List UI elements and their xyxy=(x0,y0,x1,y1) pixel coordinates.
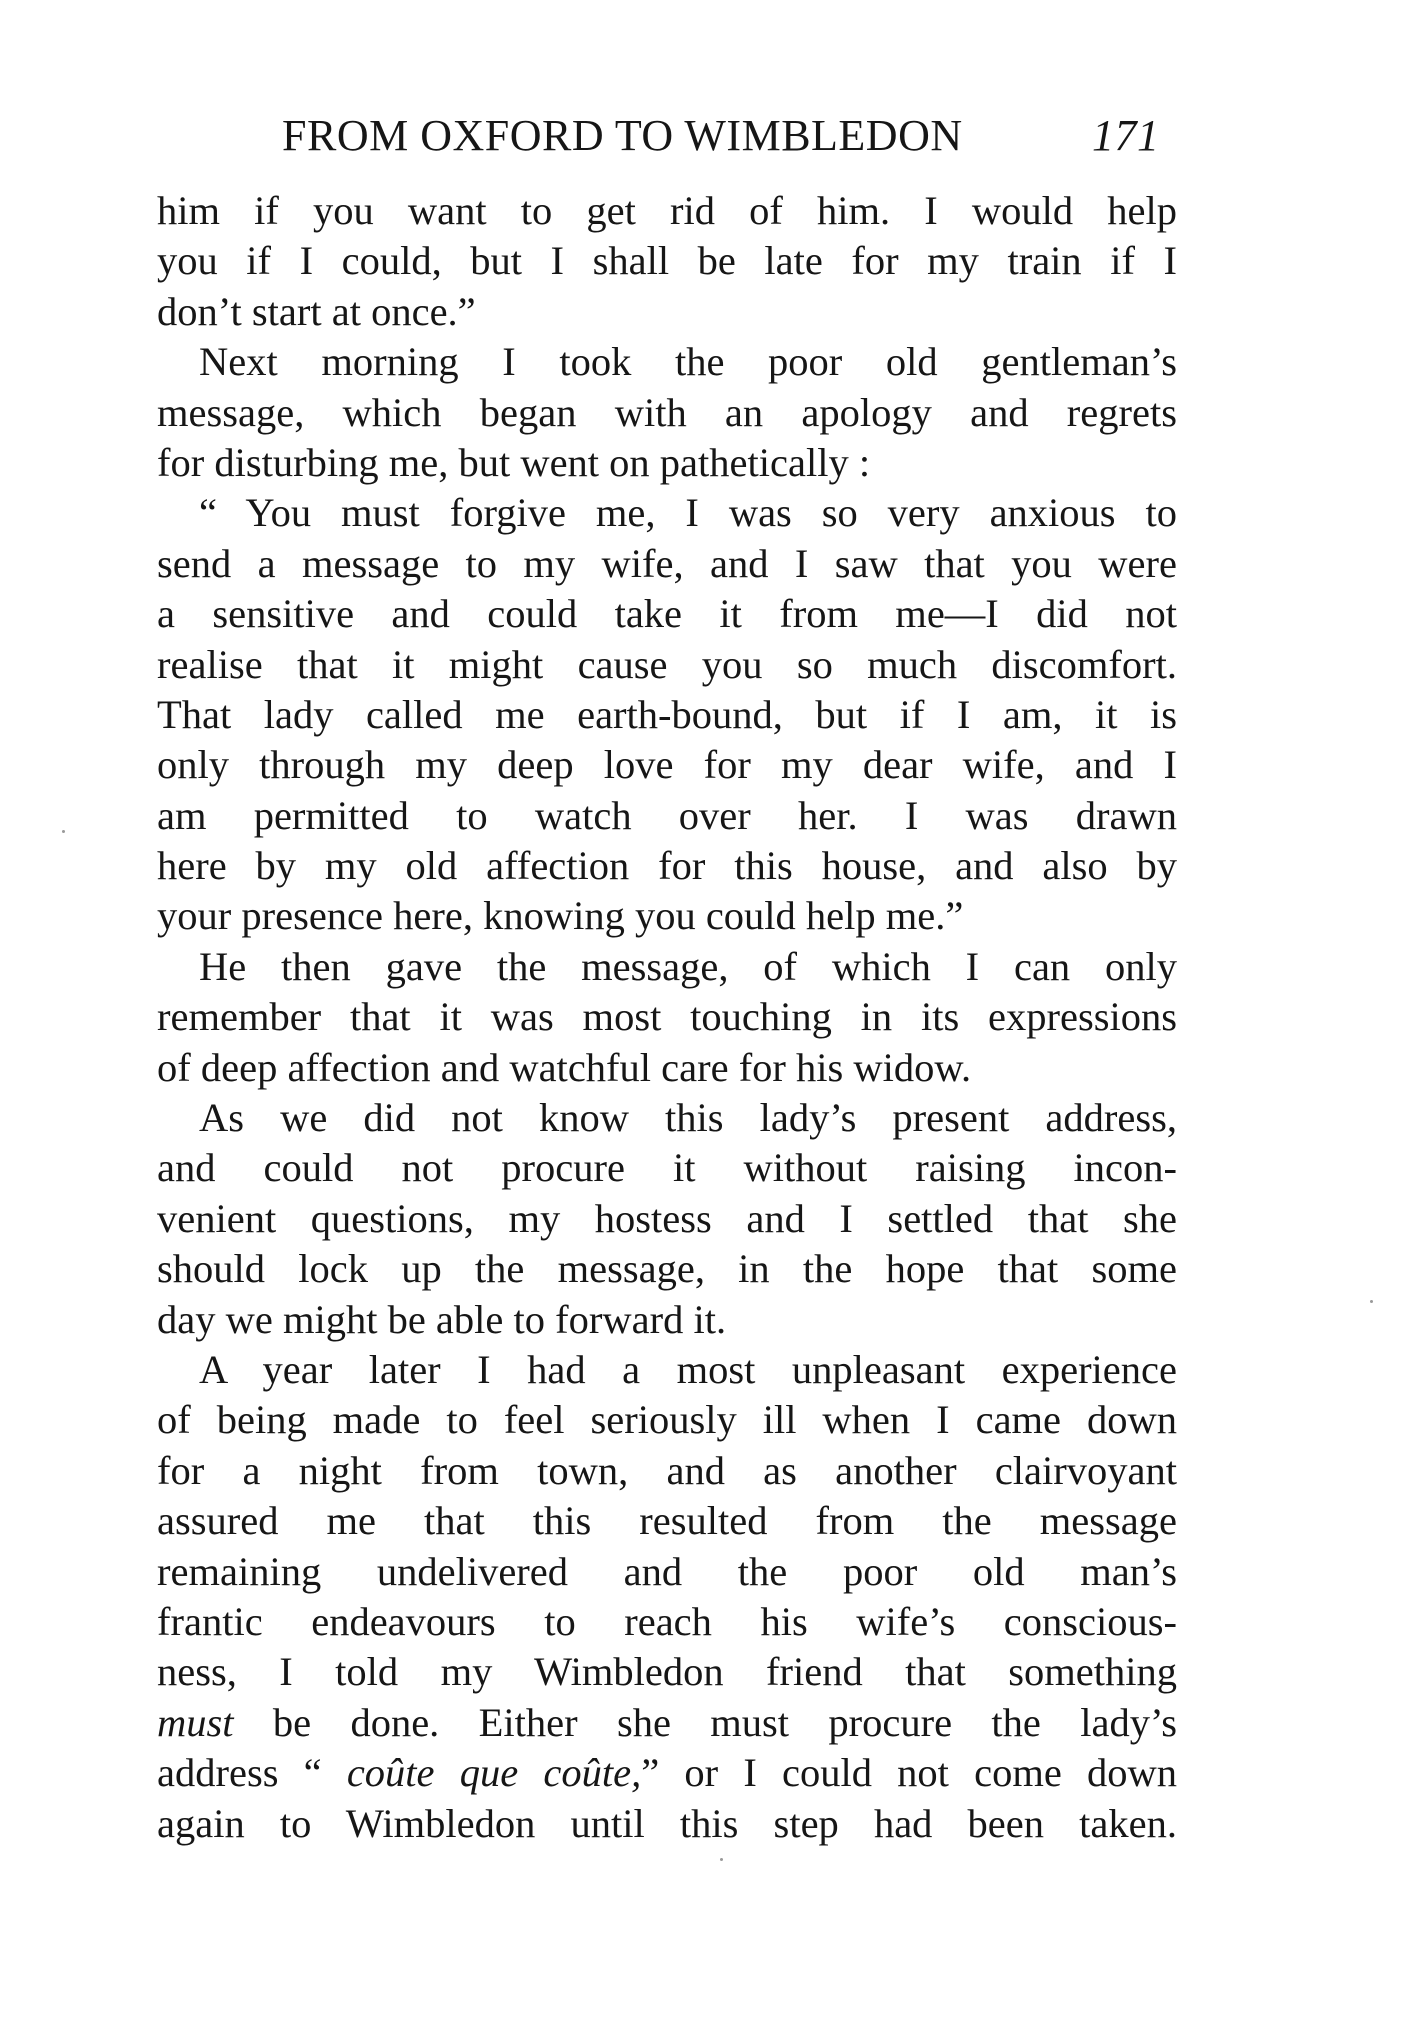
text-fragment: be done. Either she must procure the lady’s xyxy=(233,1699,1177,1745)
text-line: assured me that this resulted from the message xyxy=(157,1498,1177,1544)
text-line xyxy=(157,1698,1177,1748)
running-title: FROM OXFORD TO WIMBLEDON xyxy=(282,111,963,160)
text-line: you if I could, but I shall be late for my train if I xyxy=(157,238,1177,284)
text-line: He then gave the message, of which I can only xyxy=(199,943,1177,989)
running-head xyxy=(282,110,1182,160)
text-line: a sensitive and could take it from me—I did not xyxy=(157,591,1177,637)
text-line: here by my old affection for this house, and also by xyxy=(157,843,1177,889)
text-line: only through my deep love for my dear wife, and I xyxy=(157,742,1177,788)
text-line: realise that it might cause you so much discomfort. xyxy=(157,641,1177,687)
french-phrase: coûte que coûte, xyxy=(346,1750,642,1796)
text-line: ness, I told my Wimbledon friend that something xyxy=(157,1649,1177,1695)
text-line: your presence here, knowing you could help me.” xyxy=(157,893,964,939)
text-fragment: address “ xyxy=(157,1750,347,1796)
text-line: send a message to my wife, and I saw that you were xyxy=(157,540,1177,586)
text-line: “ You must forgive me, I was so very anxious to xyxy=(199,490,1177,536)
text-line: and could not procure it without raising incon- xyxy=(157,1145,1177,1191)
text-line: of deep affection and watchful care for his widow. xyxy=(157,1044,972,1090)
text-line: him if you want to get rid of him. I would help xyxy=(157,188,1177,233)
text-line: A year later I had a most unpleasant experience xyxy=(199,1346,1177,1392)
text-line: frantic endeavours to reach his wife’s conscious- xyxy=(157,1598,1177,1644)
text-line: should lock up the message, in the hope that some xyxy=(157,1246,1177,1292)
text-line: message, which began with an apology and regrets xyxy=(157,389,1177,435)
text-line: again to Wimbledon until this step had been taken. xyxy=(157,1800,1177,1846)
text-fragment: ” or I could not come down xyxy=(641,1750,1177,1796)
text-line: for a night from town, and as another clairvoyant xyxy=(157,1447,1177,1493)
text-line: remember that it was most touching in its expressions xyxy=(157,994,1177,1040)
text-line: remaining undelivered and the poor old man’s xyxy=(157,1548,1177,1594)
text-line: venient questions, my hostess and I settled that she xyxy=(157,1195,1177,1241)
text-line: As we did not know this lady’s present address, xyxy=(199,1095,1177,1141)
paper-speck xyxy=(720,1858,723,1861)
text-line xyxy=(157,1748,1177,1798)
body-text xyxy=(157,186,1177,1849)
paper-speck xyxy=(1370,1300,1373,1303)
page-number: 171 xyxy=(1092,111,1160,160)
text-line: am permitted to watch over her. I was drawn xyxy=(157,792,1177,838)
text-line: That lady called me earth-bound, but if I am, it is xyxy=(157,691,1177,737)
text-line: don’t start at once.” xyxy=(157,288,476,334)
text-line: of being made to feel seriously ill when I came down xyxy=(157,1397,1177,1443)
text-line: day we might be able to forward it. xyxy=(157,1296,727,1342)
text-line: Next morning I took the poor old gentleman’s xyxy=(199,339,1177,385)
emphasis-word: must xyxy=(157,1699,234,1745)
paper-speck xyxy=(62,830,65,833)
text-line: for disturbing me, but went on pathetically : xyxy=(157,439,871,485)
